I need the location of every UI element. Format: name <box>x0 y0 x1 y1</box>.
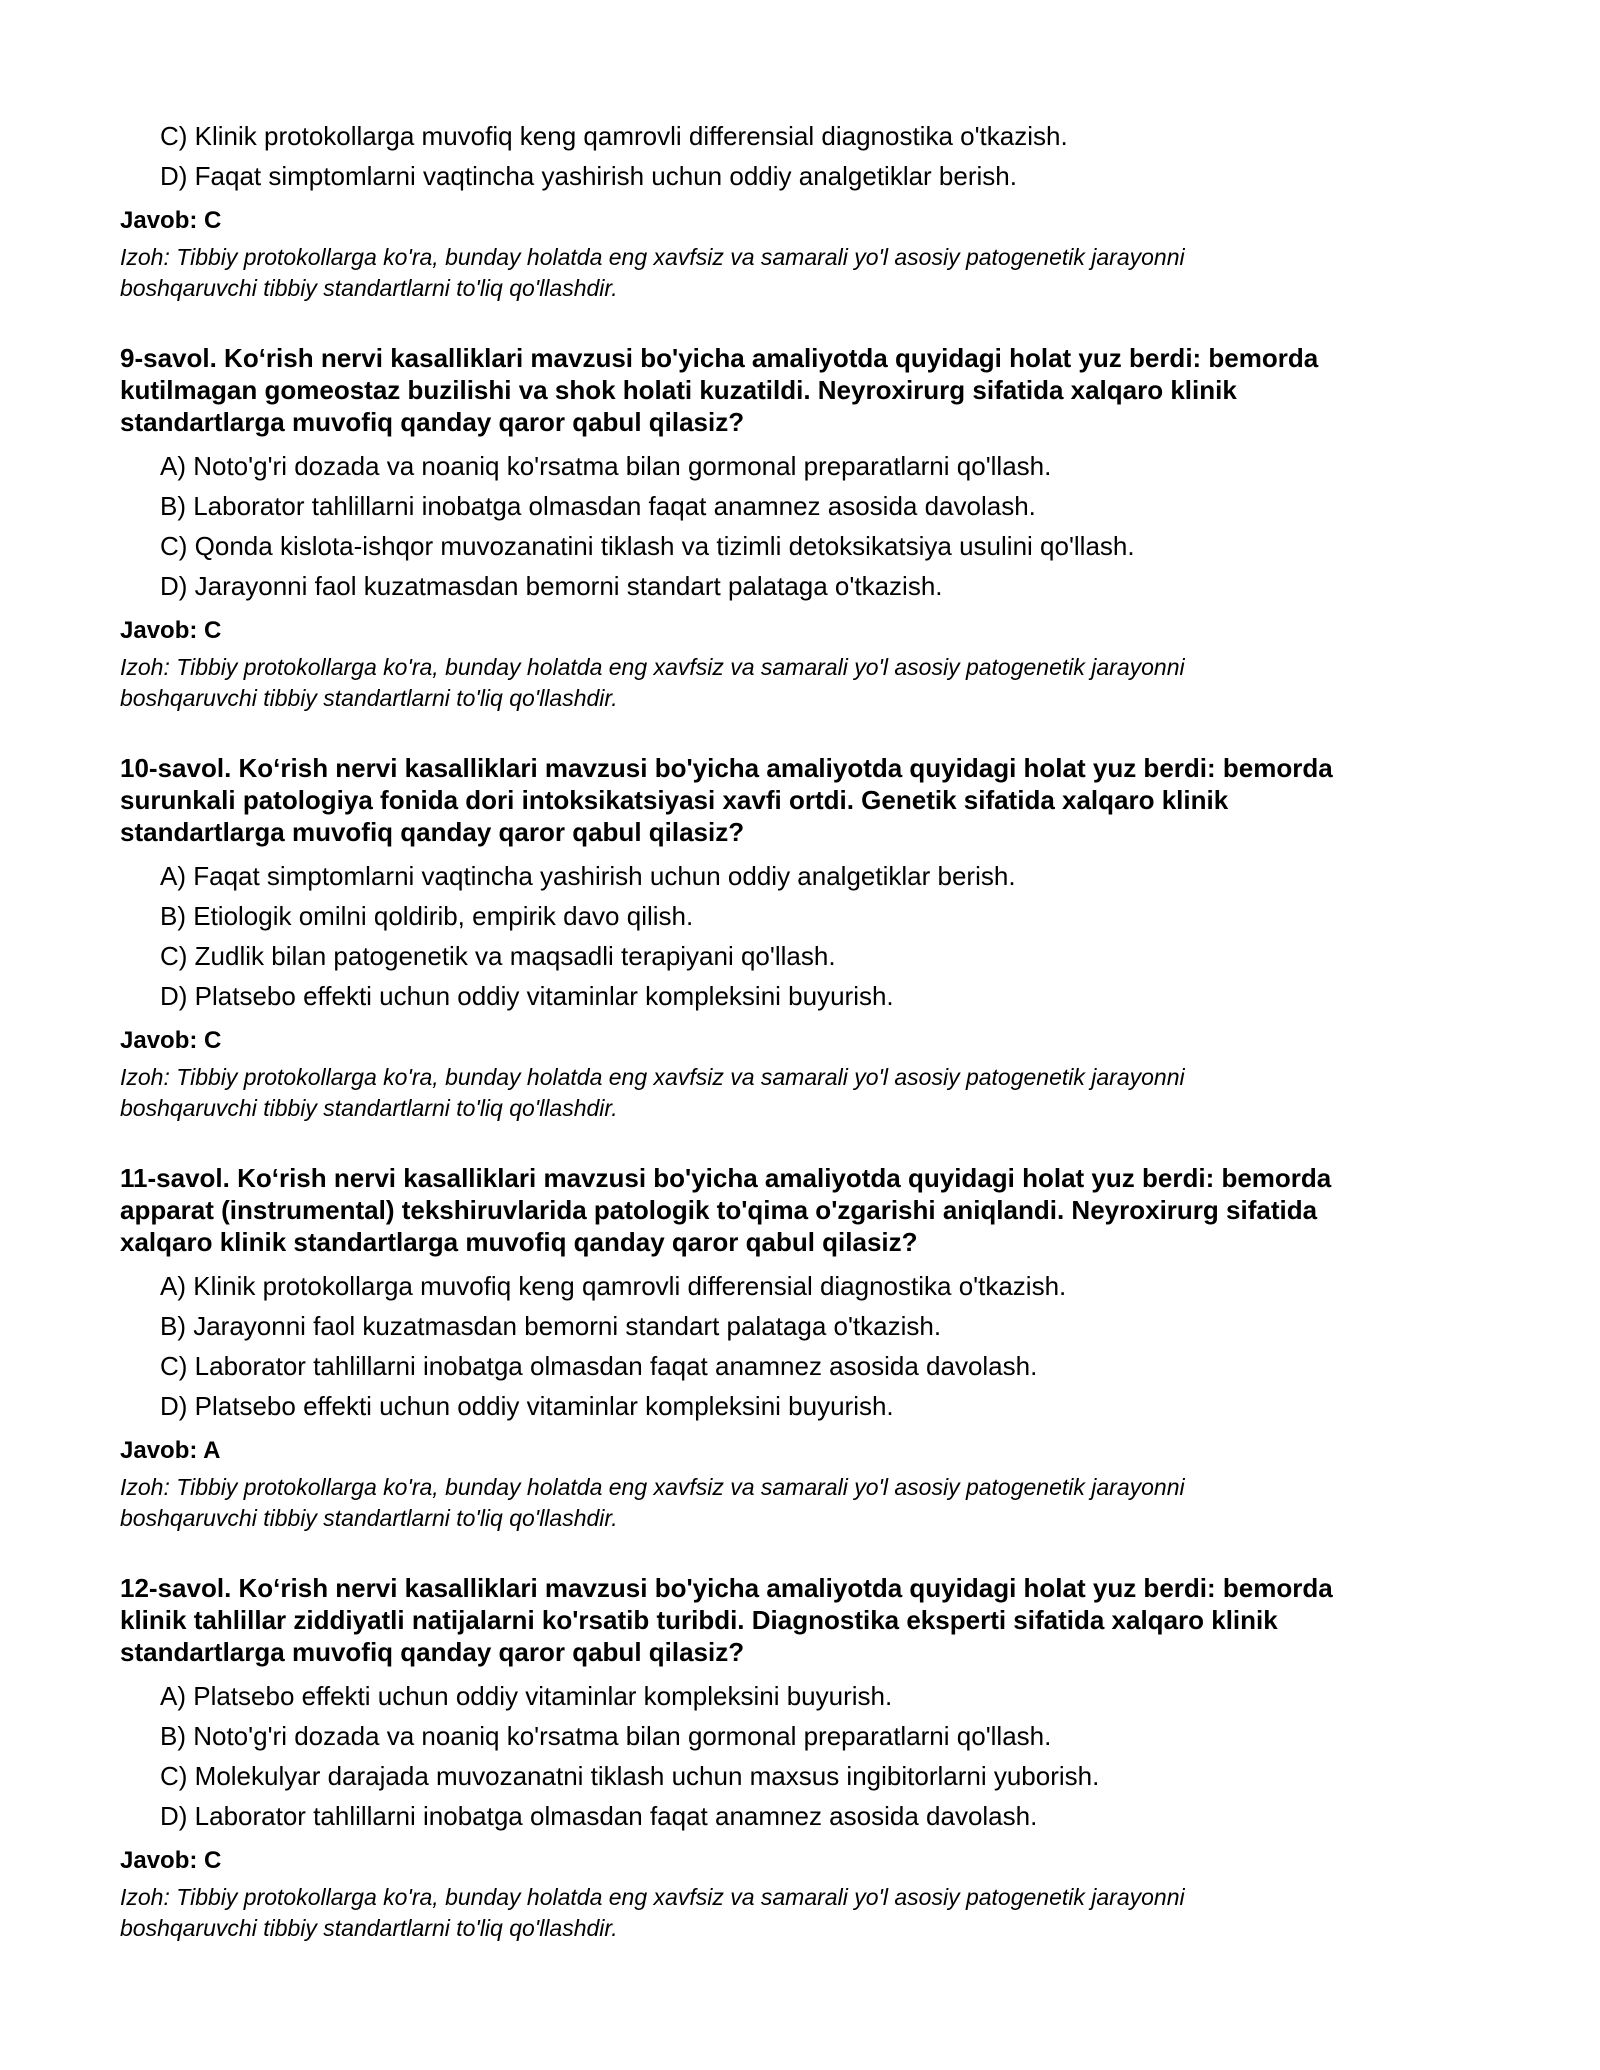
option-b: B) Noto'g'ri dozada va noaniq ko'rsatma bilan gormonal preparatlarni qo'llash. <box>160 1721 1052 1751</box>
note-line: boshqaruvchi tibbiy standartlarni to'liq qo'llashdir. <box>120 1505 618 1531</box>
answer-label: Javob: A <box>120 1437 221 1464</box>
answer-label: Javob: C <box>120 1027 222 1054</box>
note-line: boshqaruvchi tibbiy standartlarni to'liq qo'llashdir. <box>120 685 618 711</box>
option-c: C) Laborator tahlillarni inobatga olmasdan faqat anamnez asosida davolash. <box>160 1351 1038 1381</box>
option-d: D) Laborator tahlillarni inobatga olmasdan faqat anamnez asosida davolash. <box>160 1801 1038 1831</box>
note-line: Izoh: Tibbiy protokollarga ko'ra, bunday holatda eng xavfsiz va samarali yo'l asosiy patogenetik jarayonni <box>120 244 1185 270</box>
option-d: D) Platsebo effekti uchun oddiy vitaminlar kompleksini buyurish. <box>160 981 894 1011</box>
explanation-note <box>120 652 1460 714</box>
explanation-note <box>120 242 1460 304</box>
option-a: A) Noto'g'ri dozada va noaniq ko'rsatma bilan gormonal preparatlarni qo'llash. <box>160 451 1052 481</box>
title-line: standartlarga muvofiq qanday qaror qabul qilasiz? <box>120 407 745 437</box>
question-title <box>120 1572 1460 1668</box>
option-b: B) Etiologik omilni qoldirib, empirik davo qilish. <box>160 901 694 931</box>
question-11 <box>120 1162 1460 1534</box>
option-c: C) Molekulyar darajada muvozanatni tiklash uchun maxsus ingibitorlarni yuborish. <box>160 1761 1100 1791</box>
title-line: standartlarga muvofiq qanday qaror qabul qilasiz? <box>120 817 745 847</box>
explanation-note <box>120 1882 1460 1944</box>
answer-label: Javob: C <box>120 617 222 644</box>
question-title <box>120 342 1460 438</box>
option-c: C) Zudlik bilan patogenetik va maqsadli terapiyani qo'llash. <box>160 941 836 971</box>
option-c: C) Qonda kislota-ishqor muvozanatini tiklash va tizimli detoksikatsiya usulini qo'llash. <box>160 531 1135 561</box>
title-line: 11-savol. Ko‘rish nervi kasalliklari mavzusi bo'yicha amaliyotda quyidagi holat yuz berdi: bemorda <box>120 1163 1332 1193</box>
option-a: A) Klinik protokollarga muvofiq keng qamrovli differensial diagnostika o'tkazish. <box>160 1271 1067 1301</box>
option-a: A) Faqat simptomlarni vaqtincha yashirish uchun oddiy analgetiklar berish. <box>160 861 1016 891</box>
title-line: xalqaro klinik standartlarga muvofiq qanday qaror qabul qilasiz? <box>120 1227 918 1257</box>
option-b: B) Laborator tahlillarni inobatga olmasdan faqat anamnez asosida davolash. <box>160 491 1036 521</box>
option-b: B) Jarayonni faol kuzatmasdan bemorni standart palataga o'tkazish. <box>160 1311 942 1341</box>
title-line: klinik tahlillar ziddiyatli natijalarni ko'rsatib turibdi. Diagnostika eksperti sifatida xalqaro klinik <box>120 1605 1278 1635</box>
title-line: 9-savol. Ko‘rish nervi kasalliklari mavzusi bo'yicha amaliyotda quyidagi holat yuz berdi: bemorda <box>120 343 1319 373</box>
title-line: apparat (instrumental) tekshiruvlarida patologik to'qima o'zgarishi aniqlandi. Neyroxirurg sifatida <box>120 1195 1318 1225</box>
answer-label: Javob: C <box>120 1847 222 1874</box>
option-c: C) Klinik protokollarga muvofiq keng qamrovli differensial diagnostika o'tkazish. <box>160 121 1068 151</box>
option-d: D) Faqat simptomlarni vaqtincha yashirish uchun oddiy analgetiklar berish. <box>160 161 1017 191</box>
question-title <box>120 752 1460 848</box>
note-line: boshqaruvchi tibbiy standartlarni to'liq qo'llashdir. <box>120 1095 618 1121</box>
question-8-tail <box>120 116 1460 304</box>
option-d: D) Jarayonni faol kuzatmasdan bemorni standart palataga o'tkazish. <box>160 571 943 601</box>
question-title <box>120 1162 1460 1258</box>
option-d: D) Platsebo effekti uchun oddiy vitaminlar kompleksini buyurish. <box>160 1391 894 1421</box>
note-line: boshqaruvchi tibbiy standartlarni to'liq qo'llashdir. <box>120 275 618 301</box>
note-line: Izoh: Tibbiy protokollarga ko'ra, bunday holatda eng xavfsiz va samarali yo'l asosiy patogenetik jarayonni <box>120 654 1185 680</box>
note-line: Izoh: Tibbiy protokollarga ko'ra, bunday holatda eng xavfsiz va samarali yo'l asosiy patogenetik jarayonni <box>120 1474 1185 1500</box>
title-line: standartlarga muvofiq qanday qaror qabul qilasiz? <box>120 1637 745 1667</box>
question-12 <box>120 1572 1460 1944</box>
question-9 <box>120 342 1460 714</box>
title-line: 10-savol. Ko‘rish nervi kasalliklari mavzusi bo'yicha amaliyotda quyidagi holat yuz berdi: bemorda <box>120 753 1333 783</box>
title-line: surunkali patologiya fonida dori intoksikatsiyasi xavfi ortdi. Genetik sifatida xalqaro klinik <box>120 785 1229 815</box>
note-line: Izoh: Tibbiy protokollarga ko'ra, bunday holatda eng xavfsiz va samarali yo'l asosiy patogenetik jarayonni <box>120 1884 1185 1910</box>
title-line: kutilmagan gomeostaz buzilishi va shok holati kuzatildi. Neyroxirurg sifatida xalqaro klinik <box>120 375 1237 405</box>
explanation-note <box>120 1062 1460 1124</box>
question-10 <box>120 752 1460 1124</box>
option-a: A) Platsebo effekti uchun oddiy vitaminlar kompleksini buyurish. <box>160 1681 893 1711</box>
note-line: boshqaruvchi tibbiy standartlarni to'liq qo'llashdir. <box>120 1915 618 1941</box>
title-line: 12-savol. Ko‘rish nervi kasalliklari mavzusi bo'yicha amaliyotda quyidagi holat yuz berdi: bemorda <box>120 1573 1333 1603</box>
explanation-note <box>120 1472 1460 1534</box>
note-line: Izoh: Tibbiy protokollarga ko'ra, bunday holatda eng xavfsiz va samarali yo'l asosiy patogenetik jarayonni <box>120 1064 1185 1090</box>
answer-label: Javob: C <box>120 207 222 234</box>
